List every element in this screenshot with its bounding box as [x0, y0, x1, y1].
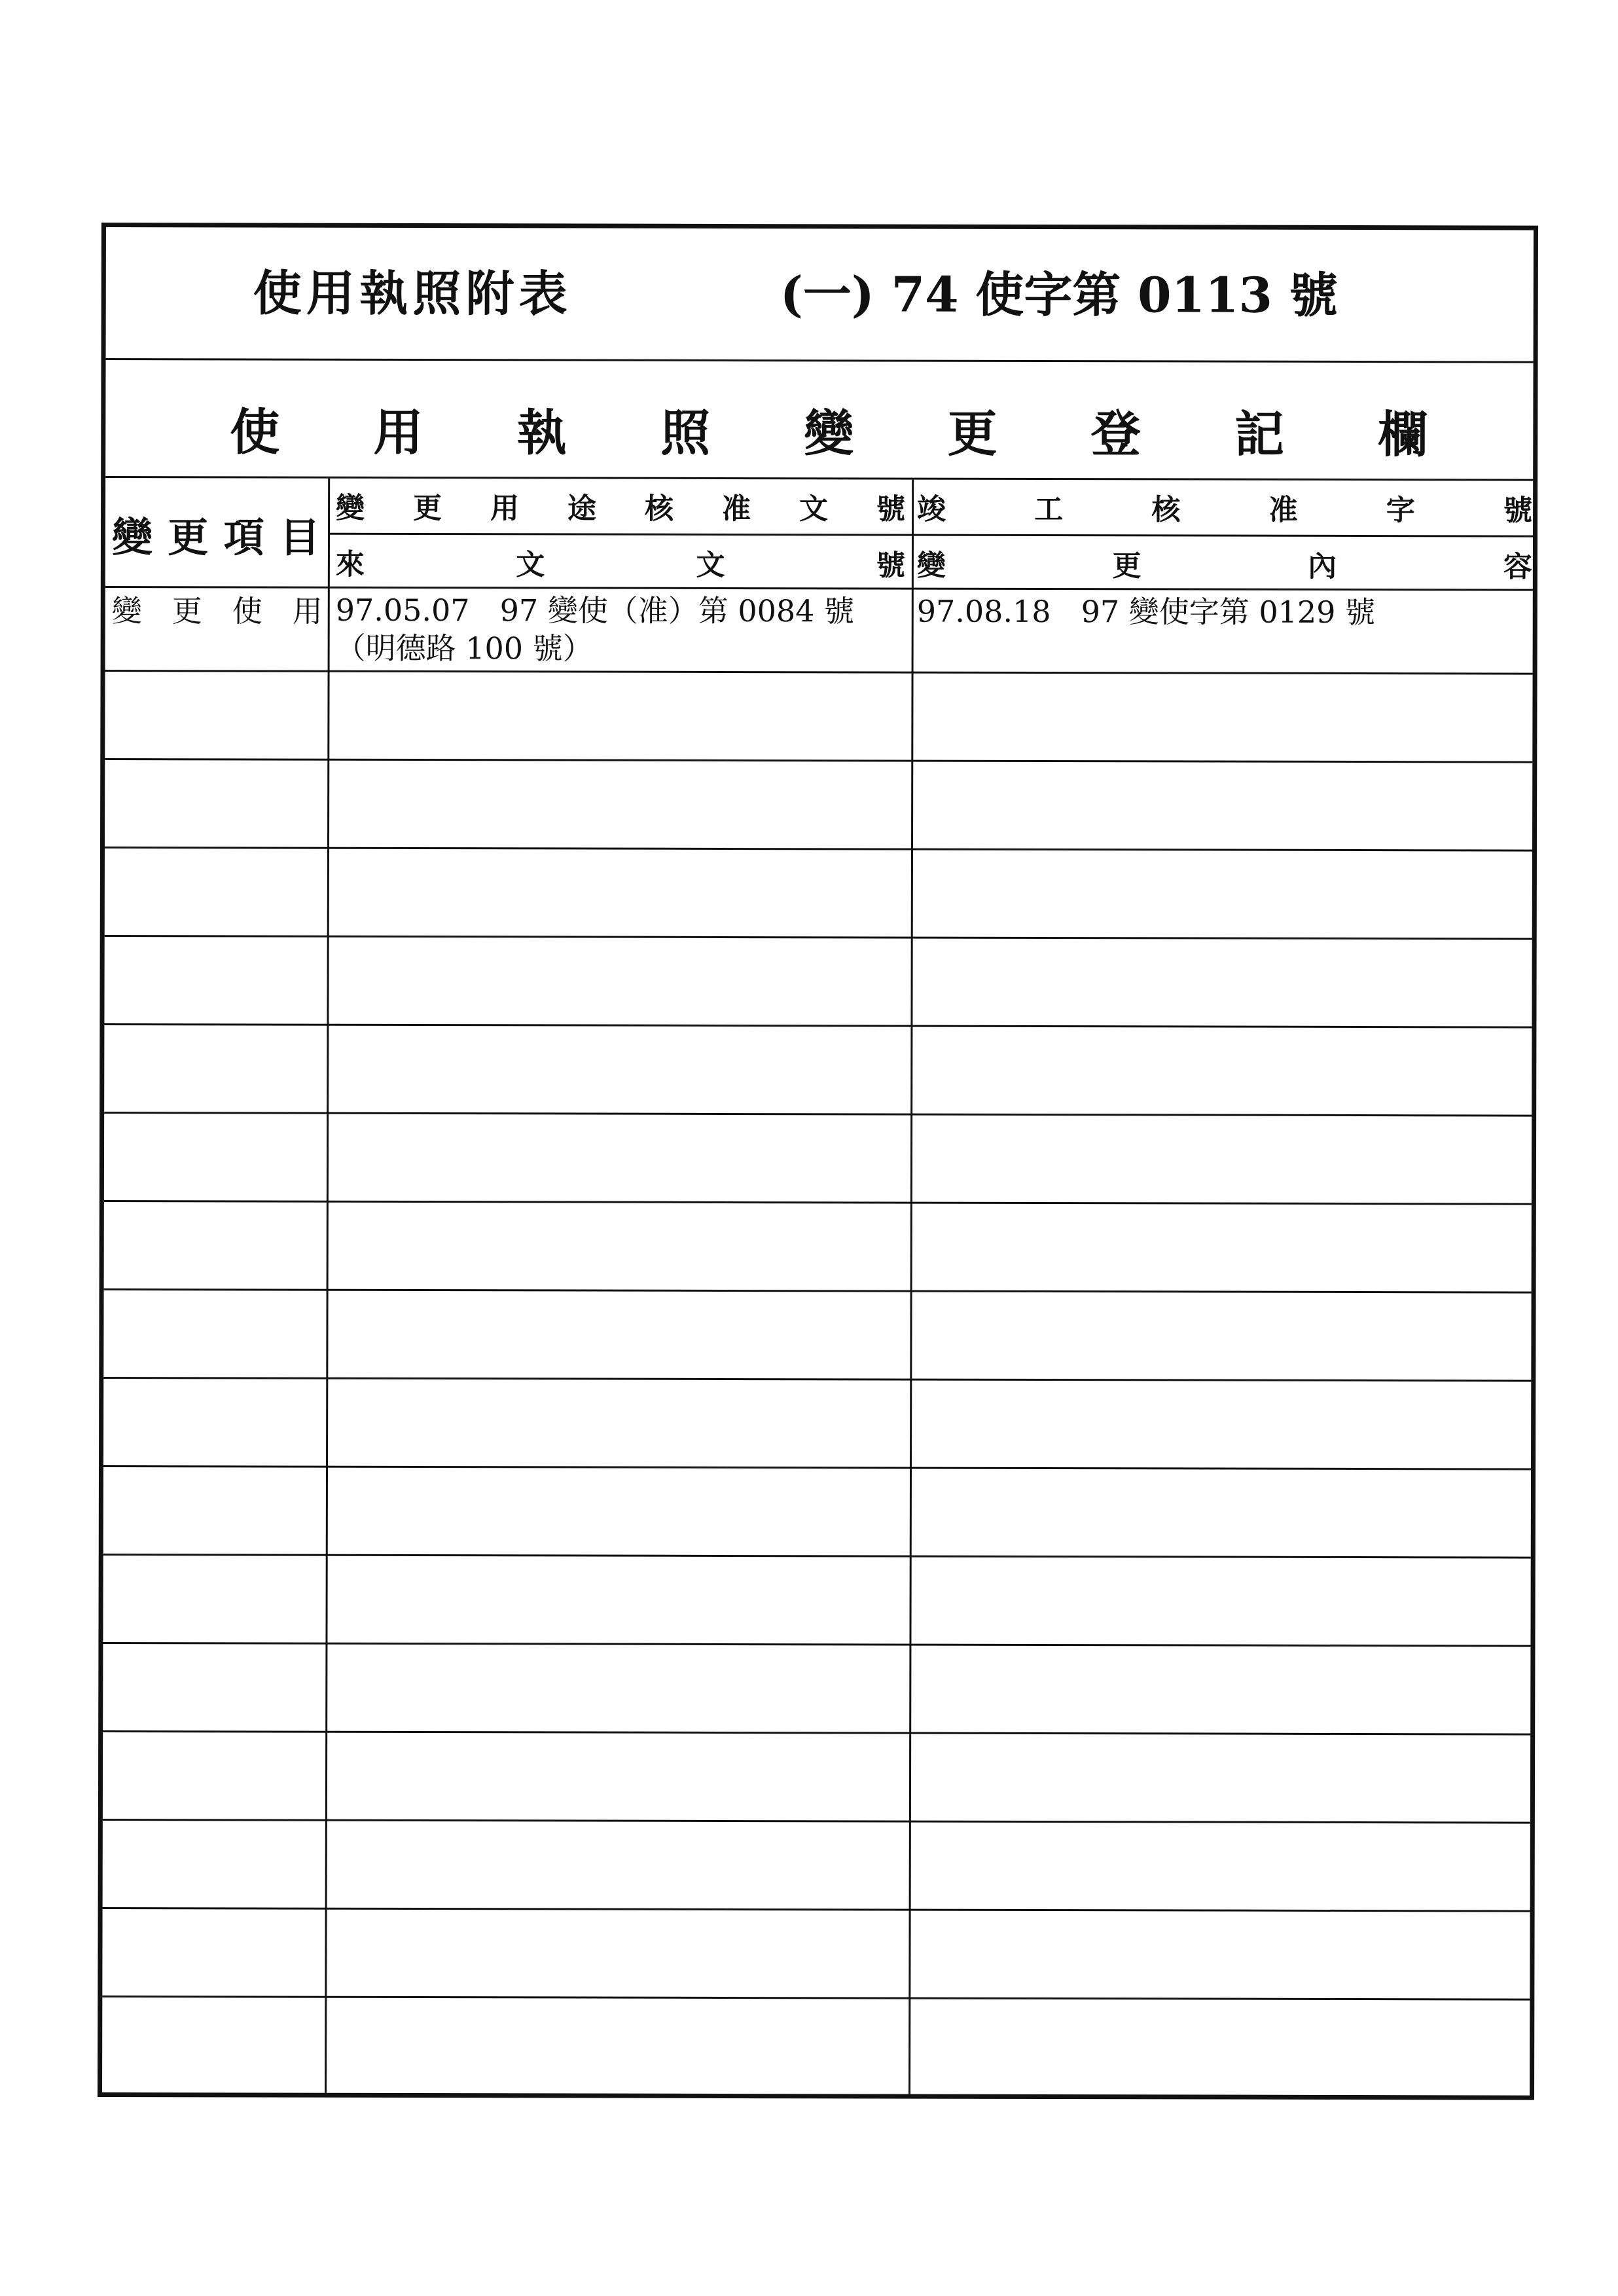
entry-completion-date: 97.08.18: [916, 593, 1051, 630]
license-attachment-form: [98, 223, 1538, 2100]
table-row: [103, 1556, 1530, 1647]
header-char: 變: [336, 491, 365, 525]
table-row: [105, 848, 1532, 940]
header-char: 內: [1308, 549, 1337, 583]
table-row: [103, 1732, 1530, 1824]
form-title-char: 使: [253, 265, 302, 322]
entry-approval-doc: [336, 591, 855, 668]
table-row: [105, 760, 1532, 852]
section-title-char: 照: [660, 403, 711, 462]
header-char: 核: [645, 492, 674, 526]
entry-char: 更: [171, 593, 202, 629]
entry-address-note: （明德路 100 號）: [335, 630, 593, 666]
section-title-char: 變: [804, 403, 854, 462]
header-char: 更: [168, 513, 209, 561]
table-row: [102, 1909, 1530, 2001]
entry-char: 變: [111, 593, 142, 629]
header-char: 目: [279, 513, 321, 562]
header-char: 准: [1268, 493, 1298, 527]
form-title-band: [106, 227, 1534, 363]
form-title-char: 附: [465, 266, 514, 323]
header-char: 工: [1034, 492, 1064, 527]
entry-completion-number: 97 變使字第 0129 號: [1081, 594, 1376, 630]
table-row: [103, 1644, 1530, 1736]
header-char: 文: [799, 492, 829, 526]
table-row: [103, 1821, 1530, 1912]
form-title-number: (一) 74 使字第 0113 號: [780, 266, 1338, 324]
header-approval-doc-number: [336, 483, 905, 530]
section-title-char: 欄: [1378, 405, 1428, 464]
header-char: 字: [1386, 494, 1415, 528]
header-incoming-doc-number: [336, 539, 905, 586]
table-row: [104, 937, 1532, 1029]
form-title-char: 表: [518, 266, 567, 323]
table-row: [102, 1997, 1530, 2089]
header-char: 竣: [917, 492, 946, 526]
section-title-char: 更: [947, 404, 998, 463]
table-row: [105, 672, 1532, 763]
header-char: 途: [567, 492, 597, 526]
header-char: 文: [516, 548, 545, 582]
header-char: 用: [490, 492, 520, 526]
table-row: [104, 1202, 1532, 1294]
section-title-char: 記: [1234, 405, 1285, 464]
table-header: [105, 478, 1533, 591]
table-row: [103, 1290, 1531, 1382]
header-change-item: [112, 504, 320, 564]
table-row: [105, 588, 1533, 675]
table-row: [103, 1467, 1531, 1559]
entry-approval-number: 97 變使（准）第 0084 號: [499, 592, 855, 629]
form-title-char: 用: [306, 265, 355, 322]
header-char: 文: [696, 548, 725, 582]
header-char: 更: [413, 491, 442, 526]
header-char: 變: [916, 549, 946, 583]
header-char: 准: [722, 492, 751, 526]
header-char: 號: [876, 492, 906, 526]
header-char: 號: [876, 549, 905, 583]
entry-char: 使: [232, 593, 262, 629]
form-title-char: 執: [359, 265, 408, 322]
table-row: [103, 1379, 1531, 1470]
entry-approval-date: 97.05.07: [335, 592, 470, 629]
section-title-band: [105, 360, 1533, 481]
form-title-char: 照: [412, 265, 461, 323]
section-title: [230, 392, 1428, 466]
header-char: 來: [335, 547, 365, 581]
section-title-char: 使: [230, 402, 280, 462]
header-completion-approval-number: [917, 484, 1532, 531]
entry-char: 用: [292, 593, 323, 629]
section-title-char: 登: [1090, 404, 1141, 463]
entry-change-item: [112, 592, 323, 630]
header-char: 號: [1503, 494, 1533, 528]
header-char: 更: [1112, 549, 1142, 583]
header-char: 變: [111, 513, 153, 561]
table-row: [104, 1114, 1532, 1205]
header-char: 項: [223, 513, 264, 562]
section-title-char: 執: [516, 403, 567, 462]
table-body: [102, 588, 1533, 2096]
section-title-char: 用: [373, 403, 423, 462]
header-divider: [328, 533, 1533, 538]
entry-completion-doc: [917, 592, 1375, 631]
table-row: [104, 1025, 1532, 1117]
header-char: 容: [1503, 550, 1532, 584]
header-char: 核: [1151, 493, 1181, 527]
form-title: [253, 253, 567, 326]
header-change-content: [917, 540, 1532, 587]
